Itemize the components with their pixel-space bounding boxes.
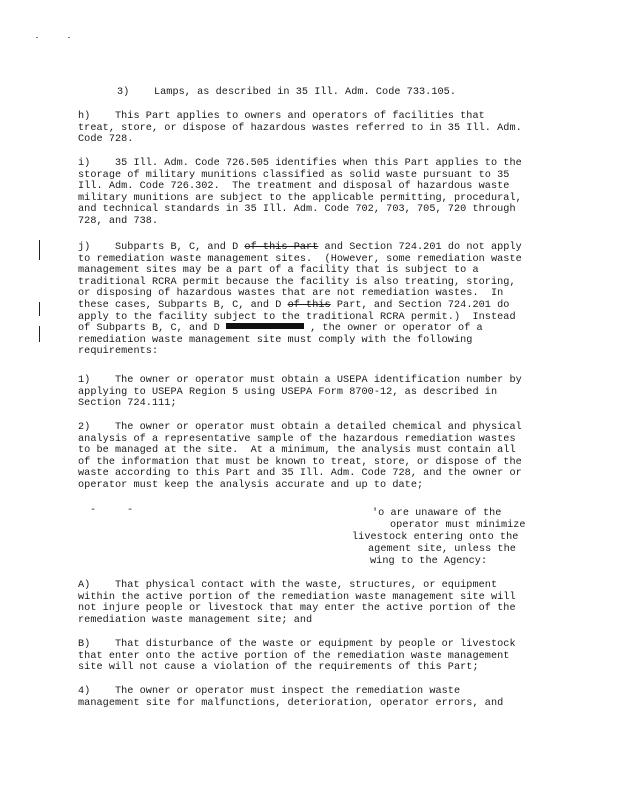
requirement-3-fragment: wing to the Agency: (370, 556, 488, 567)
scan-speck (36, 37, 38, 38)
struck-text: of this Part (244, 242, 319, 253)
paragraph-h: h) This Part applies to owners and operators of facilities that treat, store, or dispose of hazardous wastes referred to in 35 Ill. Adm. Code 728. (78, 111, 522, 146)
struck-text: of this (287, 299, 331, 311)
requirement-3-fragment: livestock entering onto the (352, 532, 519, 543)
requirement-1: 1) The owner or operator must obtain a USEPA identification number by applying to USEPA Region 5 using USEPA Form 8700-12, as described in Section 724.111; (78, 375, 522, 410)
subparagraph-A: A) That physical contact with the waste, structures, or equipment within the active portion of the remediation waste management site will not injure people or livestock that may enter the active portion of the remediation waste management site; and (78, 580, 516, 626)
requirement-2: 2) The owner or operator must obtain a detailed chemical and physical analysis of a representative sample of the hazardous remediation wastes to be managed at the site. At a minimum, the analysis must contain all of the information that must be known to treat, store, or dispose of the waste according to this Part and 35 Ill. Adm. Code 728, and the owner or operator must keep the analysis accurate and up to date; (78, 422, 522, 491)
redaction-block (226, 323, 304, 329)
requirement-3-marks: - - (90, 505, 134, 516)
revision-bar (39, 240, 40, 260)
item-3-lamps: 3) Lamps, as described in 35 Ill. Adm. Code 733.105. (117, 87, 456, 98)
paragraph-j: j) Subparts B, C, and D of this Part and Section 724.201 do not apply to remediation waste management sites. (However, some remediation waste management sites may be a part of a facility that is subject to a traditional RCRA permit because the facility is also treating, storing, or disposing of hazardous wastes that are not remediation wastes. In these cases, Subparts B, C, and D of this Part, and Section 724.201 do apply to the facility subject to the traditional RCRA permit.) Instead of Subparts B, C, and D , the owner or operator of a remediation waste management site must comply with the following requirements: (78, 242, 522, 358)
subparagraph-B: B) That disturbance of the waste or equipment by people or livestock that enter onto the active portion of the remediation waste management site will not cause a violation of the requirements of this Part; (78, 639, 516, 674)
requirement-3-fragment: agement site, unless the (368, 544, 516, 555)
paragraph-i: i) 35 Ill. Adm. Code 726.505 identifies when this Part applies to the storage of military munitions classified as solid waste pursuant to 35 Ill. Adm. Code 726.302. The treatment and disposal of hazardous waste military munitions are subject to the applicable permitting, procedural, and technical standards in 35 Ill. Adm. Code 702, 703, 705, 720 through 728, and 738. (78, 158, 522, 227)
requirement-3-fragment: operator must minimize (390, 520, 526, 531)
revision-bar (39, 326, 40, 342)
revision-bar (39, 302, 40, 316)
requirement-3-fragment: 'o are unaware of the (372, 508, 502, 519)
requirement-4: 4) The owner or operator must inspect the remediation waste management site for malfunctions, deterioration, operator errors, and (78, 686, 504, 709)
scan-speck (68, 37, 70, 38)
